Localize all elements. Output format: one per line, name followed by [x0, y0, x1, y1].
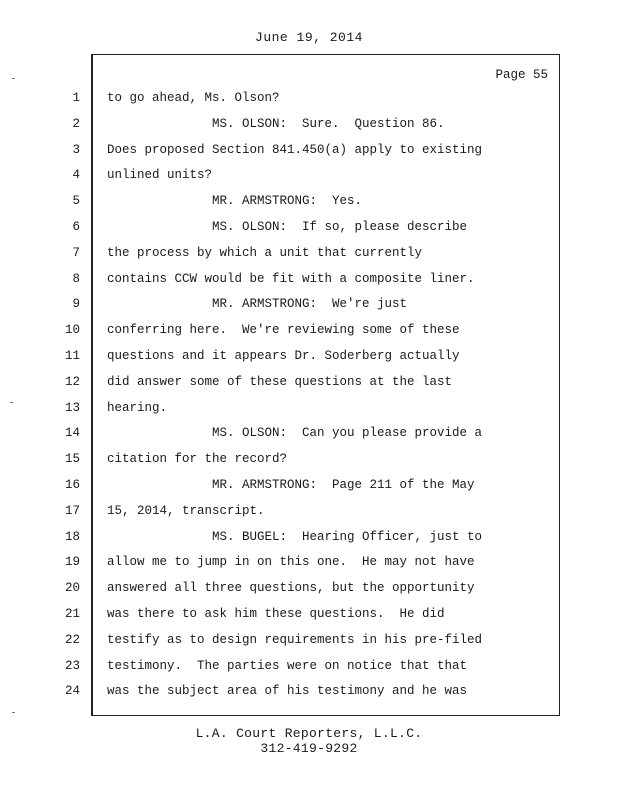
transcript-line: MR. ARMSTRONG: We're just: [107, 297, 408, 312]
line-number: 4: [72, 168, 80, 183]
line-number: 14: [64, 426, 80, 441]
line-number: 8: [72, 271, 80, 286]
line-number: 16: [64, 477, 80, 492]
transcript-line: answered all three questions, but the opportunity: [107, 581, 475, 596]
transcript-line: MS. OLSON: If so, please describe: [107, 219, 468, 234]
line-number: 9: [72, 297, 80, 312]
line-number: 13: [64, 400, 80, 415]
transcript-line: MR. ARMSTRONG: Yes.: [107, 194, 363, 209]
footer-company: L.A. Court Reporters, L.L.C.: [195, 726, 423, 741]
transcript-line: unlined units?: [107, 168, 213, 183]
line-number: 19: [64, 555, 80, 570]
line-number: 10: [64, 323, 80, 338]
line-number: 2: [72, 116, 80, 131]
transcript-line: MS. OLSON: Sure. Question 86.: [107, 116, 445, 131]
header-date: June 19, 2014: [255, 30, 363, 45]
line-number: 3: [72, 142, 80, 157]
transcript-line: was the subject area of his testimony and he was: [107, 684, 468, 699]
transcript-line: Does proposed Section 841.450(a) apply to existing: [107, 142, 483, 157]
line-number: 11: [64, 348, 80, 363]
line-number: 22: [64, 632, 80, 647]
transcript-line: to go ahead, Ms. Olson?: [107, 91, 280, 105]
transcript-line: conferring here. We're reviewing some of these: [107, 323, 460, 338]
transcript-line: hearing.: [107, 400, 168, 415]
line-number-column: [50, 86, 80, 705]
line-number: 6: [72, 219, 80, 234]
line-number: 12: [64, 374, 80, 389]
scan-speck: [12, 78, 15, 79]
transcript-line: 15, 2014, transcript.: [107, 503, 265, 518]
line-number: 21: [64, 606, 80, 621]
transcript-line: was there to ask him these questions. He did: [107, 606, 445, 621]
transcript-line: questions and it appears Dr. Soderberg actually: [107, 348, 460, 363]
line-number: 17: [64, 503, 80, 518]
line-number: 15: [64, 452, 80, 467]
transcript-line: allow me to jump in on this one. He may not have: [107, 555, 475, 570]
line-number: 24: [64, 684, 80, 699]
scan-speck: [12, 712, 15, 713]
transcript-line: MR. ARMSTRONG: Page 211 of the May: [107, 477, 475, 492]
transcript-line: testimony. The parties were on notice that that: [107, 658, 468, 673]
footer: [0, 726, 618, 756]
line-number: 18: [64, 529, 80, 544]
line-number: 5: [72, 194, 80, 209]
line-number: 20: [64, 581, 80, 596]
transcript-line: testify as to design requirements in his pre-filed: [107, 632, 483, 647]
transcript-line: citation for the record?: [107, 452, 288, 467]
scan-speck: [10, 402, 13, 403]
line-number: 1: [72, 91, 80, 105]
page-number: Page 55: [495, 68, 548, 82]
transcript-line: contains CCW would be fit with a composite liner.: [107, 271, 475, 286]
line-number: 23: [64, 658, 80, 673]
footer-phone: 312-419-9292: [260, 741, 358, 756]
transcript-line: the process by which a unit that currently: [107, 245, 423, 260]
transcript-line: did answer some of these questions at the last: [107, 374, 453, 389]
transcript-text: [107, 86, 547, 705]
transcript-line: MS. BUGEL: Hearing Officer, just to: [107, 529, 483, 544]
transcript-line: MS. OLSON: Can you please provide a: [107, 426, 483, 441]
line-number: 7: [72, 245, 80, 260]
